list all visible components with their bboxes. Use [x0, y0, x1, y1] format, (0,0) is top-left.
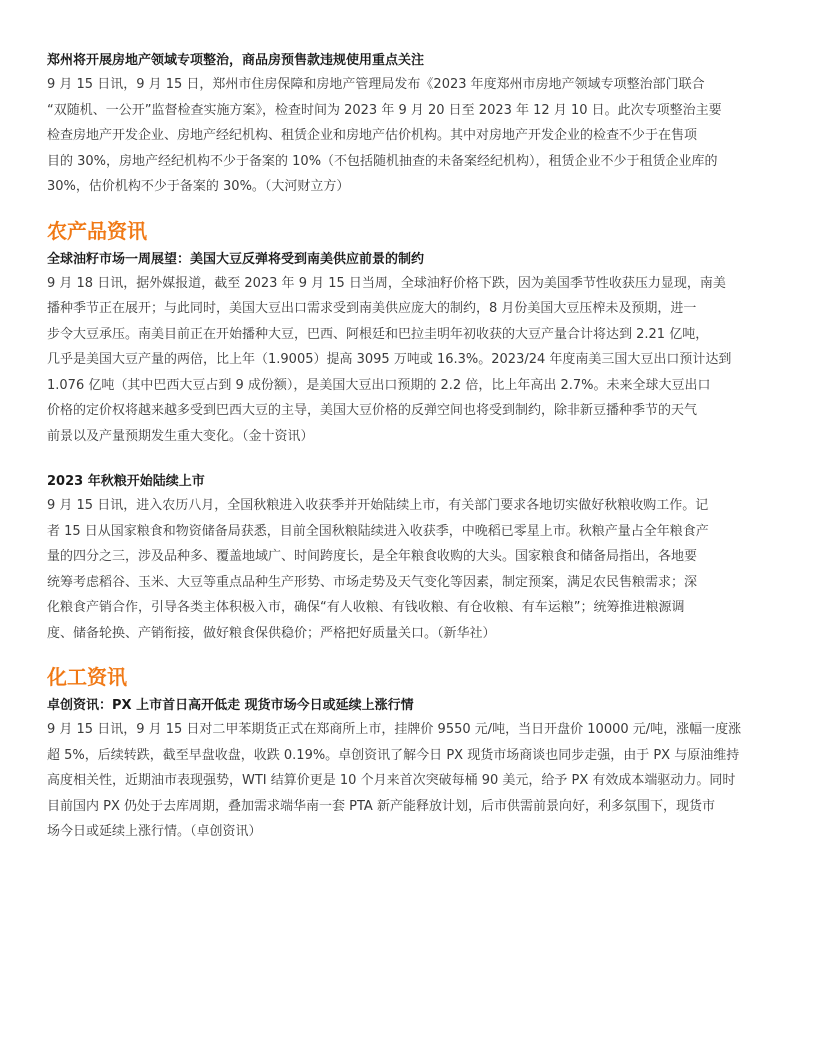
- section-chemicals: [47, 663, 769, 845]
- article-line: 目前国内 PX 仍处于去库周期，叠加需求端华南一套 PTA 新产能释放计划，后市供需前景向好，利多氛围下，现货市: [47, 798, 715, 814]
- article-line: 播种季节正在展开；与此同时，美国大豆出口需求受到南美供应庞大的制约，8 月份美国大豆压榨未及预期，进一: [47, 301, 697, 316]
- article-line: 9 月 18 日讯，据外媒报道，截至 2023 年 9 月 15 日当周，全球油籽价格下跌，因为美国季节性收获压力显现，南美: [47, 275, 726, 291]
- article-zhengzhou-real-estate: [47, 50, 769, 200]
- document-page: [47, 50, 769, 845]
- article-line: 度、储备轮换、产销衔接，做好粮食保供稳价；严格把好质量关口。（新华社）: [47, 625, 496, 641]
- article-line: 9 月 15 日讯，9 月 15 日，郑州市住房保障和房地产管理局发布《2023 年度郑州市房地产领域专项整治部门联合: [47, 77, 705, 92]
- section-agriculture: [47, 217, 769, 647]
- article-line: 场今日或延续上涨行情。（卓创资讯）: [47, 824, 262, 839]
- article-line: 目的 30%，房地产经纪机构不少于备案的 10%（不包括随机抽查的未备案经纪机构），租赁企业不少于租赁企业库的: [47, 153, 718, 169]
- section-heading: 农产品资讯: [47, 218, 147, 243]
- article-px-listing: [47, 695, 769, 845]
- article-line: 30%，估价机构不少于备案的 30%。（大河财立方）: [47, 179, 350, 194]
- article-global-oilseeds: [47, 249, 769, 450]
- article-line: 几乎是美国大豆产量的两倍，比上年（1.9005）提高 3095 万吨或 16.3%。2023/24 年度南美三国大豆出口预计达到: [47, 352, 732, 367]
- article-line: “双随机、一公开”监督检查实施方案》，检查时间为 2023 年 9 月 20 日至 2023 年 12 月 10 日。此次专项整治主要: [47, 102, 722, 118]
- article-line: 前景以及产量预期发生重大变化。（金十资讯）: [47, 428, 314, 444]
- article-line: 步令大豆承压。南美目前正在开始播种大豆，巴西、阿根廷和巴拉圭明年初收获的大豆产量合计将达到 2.21 亿吨，: [47, 326, 709, 342]
- article-line: 者 15 日从国家粮食和物资储备局获悉，目前全国秋粮陆续进入收获季，中晚稻已零星上市。秋粮产量占全年粮食产: [47, 523, 709, 539]
- article-title: 郑州将开展房地产领域专项整治，商品房预售款违规使用重点关注: [47, 53, 425, 68]
- article-body: [47, 72, 769, 200]
- section-heading: 化工资讯: [47, 665, 127, 689]
- article-line: 价格的定价权将越来越多受到巴西大豆的主导，美国大豆价格的反弹空间也将受到制约，除非新豆播种季节的天气: [47, 403, 698, 418]
- article-line: 统筹考虑稻谷、玉米、大豆等重点品种生产形势、市场走势及天气变化等因素，制定预案，满足农民售粮需求；深: [47, 574, 698, 590]
- article-title: 全球油籽市场一周展望：美国大豆反弹将受到南美供应前景的制约: [47, 251, 425, 267]
- article-line: 9 月 15 日讯，9 月 15 日对二甲苯期货正式在郑商所上市，挂牌价 9550 元/吨，当日开盘价 10000 元/吨，涨幅一度涨: [47, 722, 742, 737]
- article-line: 化粮食产销合作，引导各类主体积极入市，确保“有人收粮、有钱收粮、有仓收粮、有车运粮”；统筹推进粮源调: [47, 600, 685, 615]
- article-line: 高度相关性，近期油市表现强势，WTI 结算价更是 10 个月来首次突破每桶 90 美元，给予 PX 有效成本端驱动力。同时: [47, 773, 736, 788]
- article-line: 超 5%，后续转跌，截至早盘收盘，收跌 0.19%。卓创资讯了解今日 PX 现货市场商谈也同步走强，由于 PX 与原油维持: [47, 747, 740, 763]
- article-body: [47, 271, 769, 450]
- article-line: 检查房地产开发企业、房地产经纪机构、租赁企业和房地产估价机构。其中对房地产开发企业的检查不少于在售项: [47, 128, 698, 143]
- article-autumn-grain: [47, 471, 769, 646]
- article-line: 量的四分之三，涉及品种多、覆盖地域广、时间跨度长，是全年粮食收购的大头。国家粮食和储备局指出，各地要: [47, 549, 698, 564]
- article-body: [47, 717, 769, 845]
- article-title: 卓创资讯：PX 上市首日高开低走 现货市场今日或延续上涨行情: [47, 698, 414, 713]
- article-line: 1.076 亿吨（其中巴西大豆占到 9 成份额），是美国大豆出口预期的 2.2 倍，比上年高出 2.7%。未来全球大豆出口: [47, 377, 711, 393]
- article-title: 2023 年秋粮开始陆续上市: [47, 474, 205, 489]
- article-line: 9 月 15 日讯，进入农历八月，全国秋粮进入收获季并开始陆续上市，有关部门要求各地切实做好秋粮收购工作。记: [47, 498, 709, 513]
- article-body: [47, 493, 769, 646]
